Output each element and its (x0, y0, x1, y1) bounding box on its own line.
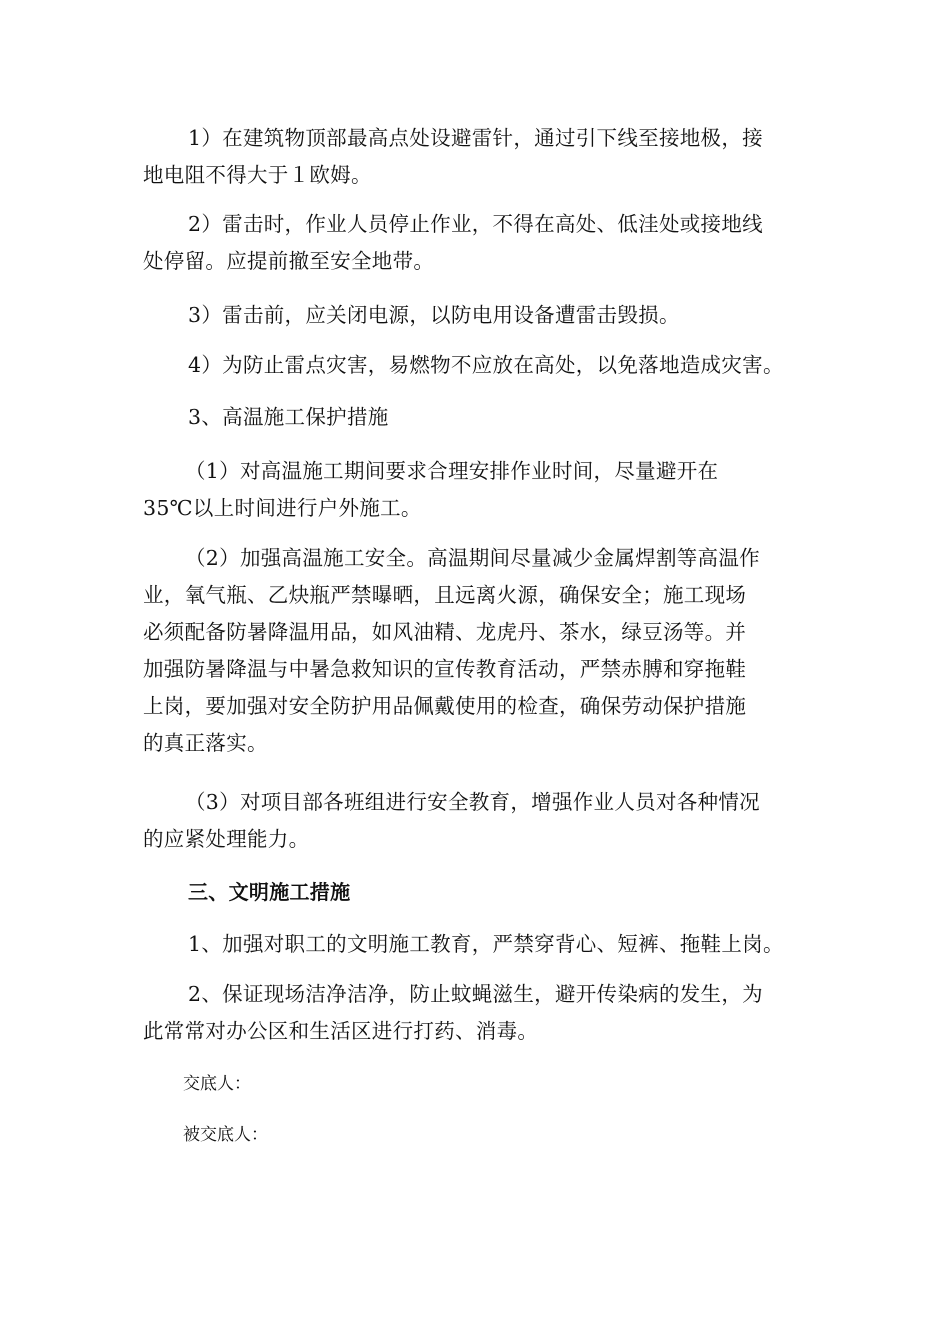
paragraph-power-off (143, 297, 815, 334)
paragraph-line: 必须配备防暑降温用品，如风油精、龙虎丹、茶水，绿豆汤等。并 (143, 620, 747, 644)
paragraph-line: 1、加强对职工的文明施工教育，严禁穿背心、短裤、拖鞋上岗。 (188, 932, 784, 956)
receiver-signature-label: 被交底人： (183, 1125, 268, 1145)
paragraph-lightning-stop-work (143, 206, 815, 280)
paragraph-line: （3）对项目部各班组进行安全教育，增强作业人员对各种情况 (185, 790, 760, 814)
paragraph-worker-education (143, 926, 815, 963)
paragraph-line: 加强防暑降温与中暑急救知识的宣传教育活动，严禁赤膊和穿拖鞋 (143, 657, 747, 681)
paragraph-line: 业，氧气瓶、乙炔瓶严禁曝晒，且远离火源，确保安全；施工现场 (143, 583, 747, 607)
paragraph-line: 此常常对办公区和生活区进行打药、消毒。 (143, 1019, 539, 1043)
paragraph-line: 处停留。应提前撤至安全地带。 (143, 249, 435, 273)
paragraph-line: （2）加强高温施工安全。高温期间尽量减少金属焊割等高温作 (185, 546, 760, 570)
paragraph-line: 的应紧处理能力。 (143, 827, 310, 851)
paragraph-line: 2）雷击时，作业人员停止作业，不得在高处、低洼处或接地线 (188, 212, 763, 236)
paragraph-line: （1）对高温施工期间要求合理安排作业时间，尽量避开在 (185, 459, 719, 483)
section-heading-civilized-construction (143, 874, 815, 911)
paragraph-site-hygiene (143, 976, 815, 1050)
paragraph-line: 4）为防止雷点灾害，易燃物不应放在高处，以免落地造成灾害。 (188, 353, 784, 377)
paragraph-line: 三、文明施工措施 (188, 880, 351, 904)
paragraph-line: 上岗，要加强对安全防护用品佩戴使用的检查，确保劳动保护措施 (143, 694, 747, 718)
paragraph-safety-education (143, 784, 815, 858)
paragraph-line: 2、保证现场洁净洁净，防止蚊蝇滋生，避开传染病的发生，为 (188, 982, 763, 1006)
handover-signature-label: 交底人： (183, 1074, 251, 1094)
paragraph-work-schedule (143, 453, 815, 527)
paragraph-line: 3、高温施工保护措施 (188, 405, 389, 429)
paragraph-heat-safety (143, 540, 815, 762)
paragraph-line: 35℃以上时间进行户外施工。 (143, 496, 422, 520)
paragraph-line: 3）雷击前，应关闭电源，以防电用设备遭雷击毁损。 (188, 303, 680, 327)
section-heading-high-temperature (143, 399, 815, 436)
paragraph-line: 的真正落实。 (143, 731, 268, 755)
paragraph-line: 1）在建筑物顶部最高点处设避雷针，通过引下线至接地极，接 (188, 126, 763, 150)
paragraph-flammables (143, 347, 815, 384)
paragraph-line: 地电阻不得大于１欧姆。 (143, 163, 372, 187)
paragraph-lightning-rod (143, 120, 815, 194)
